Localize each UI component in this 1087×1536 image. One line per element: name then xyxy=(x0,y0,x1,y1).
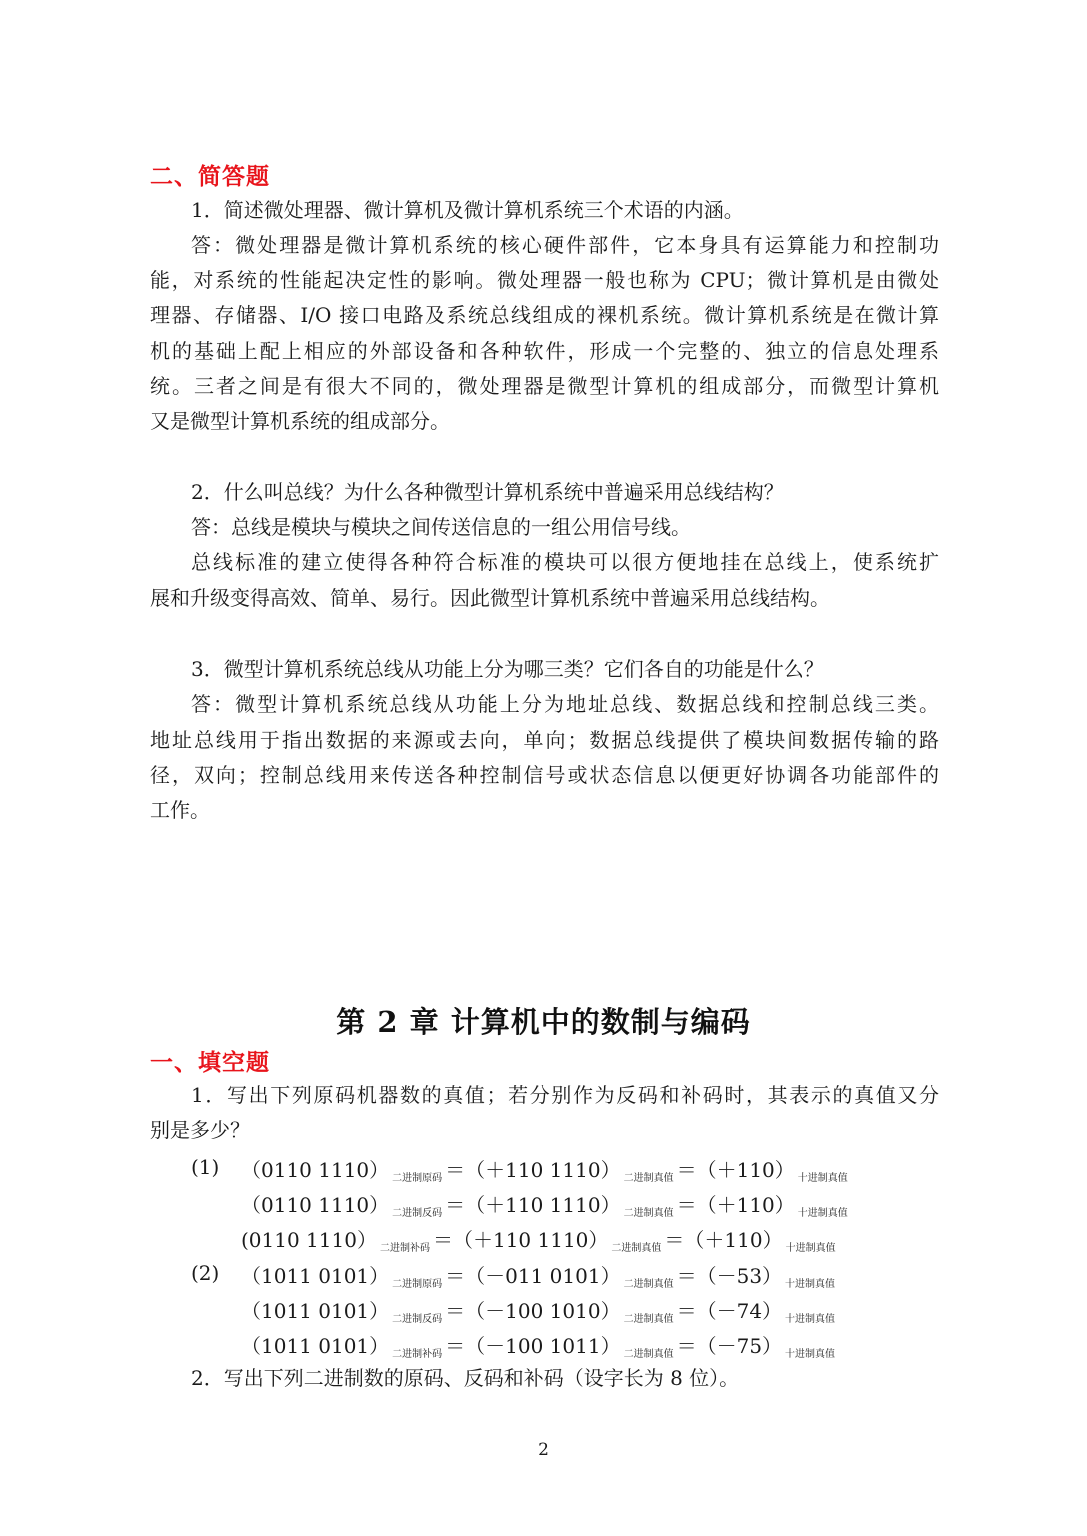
answer-1-line-6: 又是微型计算机系统的组成部分。 xyxy=(150,409,450,433)
subscript: 二进制原码 xyxy=(392,1173,443,1184)
subscript: 十进制真值 xyxy=(785,1349,836,1360)
subscript: 十进制真值 xyxy=(785,1243,836,1254)
subscript: 二进制补码 xyxy=(379,1243,430,1254)
answer-2-line-2: 总线标准的建立使得各种符合标准的模块可以很方便地挂在总线上，使系统扩 xyxy=(191,550,939,574)
subscript: 十进制真值 xyxy=(797,1208,848,1219)
binary-true-value: ＝（－100 1011） xyxy=(445,1334,621,1358)
answer-1-line-2: 能，对系统的性能起决定性的影响。微处理器一般也称为 CPU；微计算机是由微处 xyxy=(150,268,939,292)
equation-row xyxy=(241,1295,838,1325)
decimal-true-value: ＝（－74） xyxy=(676,1299,783,1323)
binary-true-value: ＝（－011 0101） xyxy=(445,1264,621,1288)
answer-3-line-3: 径，双向；控制总线用来传送各种控制信号或状态信息以便更好协调各功能部件的 xyxy=(150,763,939,787)
chapter-title: 第 2 章 计算机中的数制与编码 xyxy=(336,1005,751,1039)
answer-1-line-4: 机的基础上配上相应的外部设备和各种软件，形成一个完整的、独立的信息处理系 xyxy=(150,339,939,363)
equation-row xyxy=(241,1154,851,1184)
subscript: 二进制真值 xyxy=(623,1173,674,1184)
equation-row xyxy=(241,1189,851,1219)
binary-true-value: ＝（－100 1010） xyxy=(445,1299,621,1323)
fill-question-1-line-2: 别是多少？ xyxy=(150,1118,250,1142)
decimal-true-value: ＝（＋110） xyxy=(664,1228,783,1252)
binary-value: （0110 1110） xyxy=(241,1158,390,1182)
binary-true-value: ＝（＋110 1110） xyxy=(445,1193,621,1217)
binary-value: （1011 0101） xyxy=(241,1264,390,1288)
answer-1-line-3: 理器、存储器、I/O 接口电路及系统总线组成的裸机系统。微计算机系统是在微计算 xyxy=(150,303,939,327)
subscript: 十进制真值 xyxy=(785,1279,836,1290)
subscript: 二进制真值 xyxy=(623,1314,674,1325)
subscript: 二进制反码 xyxy=(392,1208,443,1219)
binary-value: (0110 1110） xyxy=(241,1228,377,1252)
group-label-2: (2) xyxy=(191,1261,220,1285)
equation-row xyxy=(241,1224,839,1254)
subscript: 二进制原码 xyxy=(392,1279,443,1290)
subscript: 十进制真值 xyxy=(797,1173,848,1184)
equation-row xyxy=(241,1330,838,1360)
answer-3-line-4: 工作。 xyxy=(150,798,210,822)
binary-true-value: ＝（＋110 1110） xyxy=(432,1228,609,1252)
section-title-fill-in: 一、填空题 xyxy=(150,1049,270,1076)
fill-question-2: 2．写出下列二进制数的原码、反码和补码（设字长为 8 位）。 xyxy=(191,1366,740,1390)
question-3: 3．微型计算机系统总线从功能上分为哪三类？它们各自的功能是什么？ xyxy=(191,657,824,681)
decimal-true-value: ＝（＋110） xyxy=(676,1158,795,1182)
answer-1-line-1: 答：微处理器是微计算机系统的核心硬件部件，它本身具有运算能力和控制功 xyxy=(191,233,939,257)
group-label-1: (1) xyxy=(191,1155,220,1179)
equation-row xyxy=(241,1260,838,1290)
binary-value: （1011 0101） xyxy=(241,1334,390,1358)
decimal-true-value: ＝（－53） xyxy=(676,1264,783,1288)
answer-2-line-1: 答：总线是模块与模块之间传送信息的一组公用信号线。 xyxy=(191,515,691,539)
subscript: 二进制真值 xyxy=(623,1349,674,1360)
answer-3-line-1: 答：微型计算机系统总线从功能上分为地址总线、数据总线和控制总线三类。 xyxy=(191,692,939,716)
question-2: 2．什么叫总线？为什么各种微型计算机系统中普遍采用总线结构？ xyxy=(191,480,784,504)
section-title-short-answer: 二、简答题 xyxy=(150,163,270,190)
subscript: 二进制真值 xyxy=(623,1208,674,1219)
binary-true-value: ＝（＋110 1110） xyxy=(445,1158,621,1182)
subscript: 十进制真值 xyxy=(785,1314,836,1325)
answer-1-line-5: 统。三者之间是有很大不同的，微处理器是微型计算机的组成部分，而微型计算机 xyxy=(150,374,939,398)
question-1: 1．简述微处理器、微计算机及微计算机系统三个术语的内涵。 xyxy=(191,198,744,222)
answer-3-line-2: 地址总线用于指出数据的来源或去向，单向；数据总线提供了模块间数据传输的路 xyxy=(150,728,939,752)
decimal-true-value: ＝（＋110） xyxy=(676,1193,795,1217)
subscript: 二进制补码 xyxy=(392,1349,443,1360)
subscript: 二进制反码 xyxy=(392,1314,443,1325)
subscript: 二进制真值 xyxy=(611,1243,662,1254)
decimal-true-value: ＝（－75） xyxy=(676,1334,783,1358)
answer-2-line-3: 展和升级变得高效、简单、易行。因此微型计算机系统中普遍采用总线结构。 xyxy=(150,586,830,610)
subscript: 二进制真值 xyxy=(623,1279,674,1290)
binary-value: （1011 0101） xyxy=(241,1299,390,1323)
page-number: 2 xyxy=(538,1440,549,1460)
binary-value: （0110 1110） xyxy=(241,1193,390,1217)
fill-question-1-line-1: 1．写出下列原码机器数的真值；若分别作为反码和补码时，其表示的真值又分 xyxy=(191,1083,939,1107)
